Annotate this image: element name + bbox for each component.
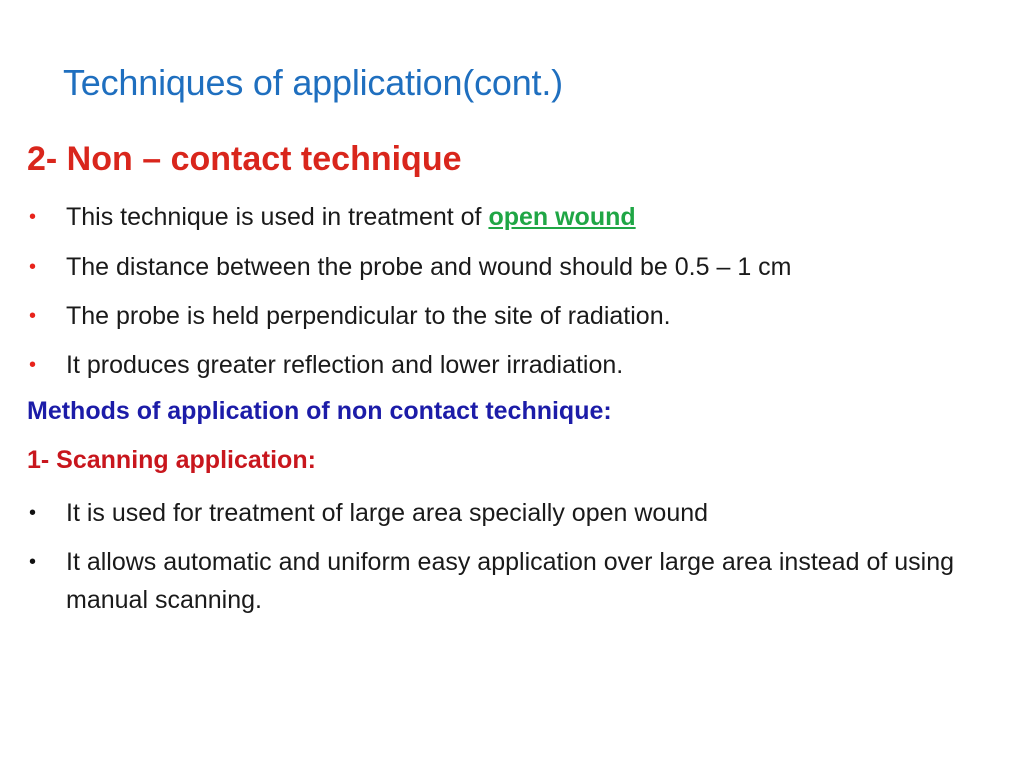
section-heading: 2- Non – contact technique xyxy=(27,140,462,178)
bullet-item xyxy=(27,543,1017,619)
scanning-heading: 1- Scanning application: xyxy=(27,446,316,474)
bullet-dot: • xyxy=(29,256,37,278)
bullet-item xyxy=(27,346,1017,384)
slide-title: Techniques of application(cont.) xyxy=(63,62,563,103)
open-wound-link[interactable]: open wound xyxy=(488,203,636,231)
bullet-item xyxy=(27,297,1017,335)
bullet-text: The distance between the probe and wound should be 0.5 – 1 cm xyxy=(66,253,792,281)
bullet-item xyxy=(27,198,1017,236)
bullet-dot: • xyxy=(29,502,37,524)
bullet-dot: • xyxy=(29,305,37,327)
bullet-text: It produces greater reflection and lower irradiation. xyxy=(66,351,624,379)
methods-heading: Methods of application of non contact technique: xyxy=(27,397,612,425)
bullet-text: It is used for treatment of large area specially open wound xyxy=(66,499,709,527)
bullet-dot: • xyxy=(29,206,37,228)
bullet-dot: • xyxy=(29,551,37,573)
bullet-item xyxy=(27,494,1017,532)
bullet-text: The probe is held perpendicular to the site of radiation. xyxy=(66,302,671,330)
bullet-text: It allows automatic and uniform easy application over large area instead of using manual scanning. xyxy=(66,548,955,614)
bullet-text: This technique is used in treatment of xyxy=(66,203,489,231)
bullet-item xyxy=(27,248,1017,286)
bullet-dot: • xyxy=(29,354,37,376)
